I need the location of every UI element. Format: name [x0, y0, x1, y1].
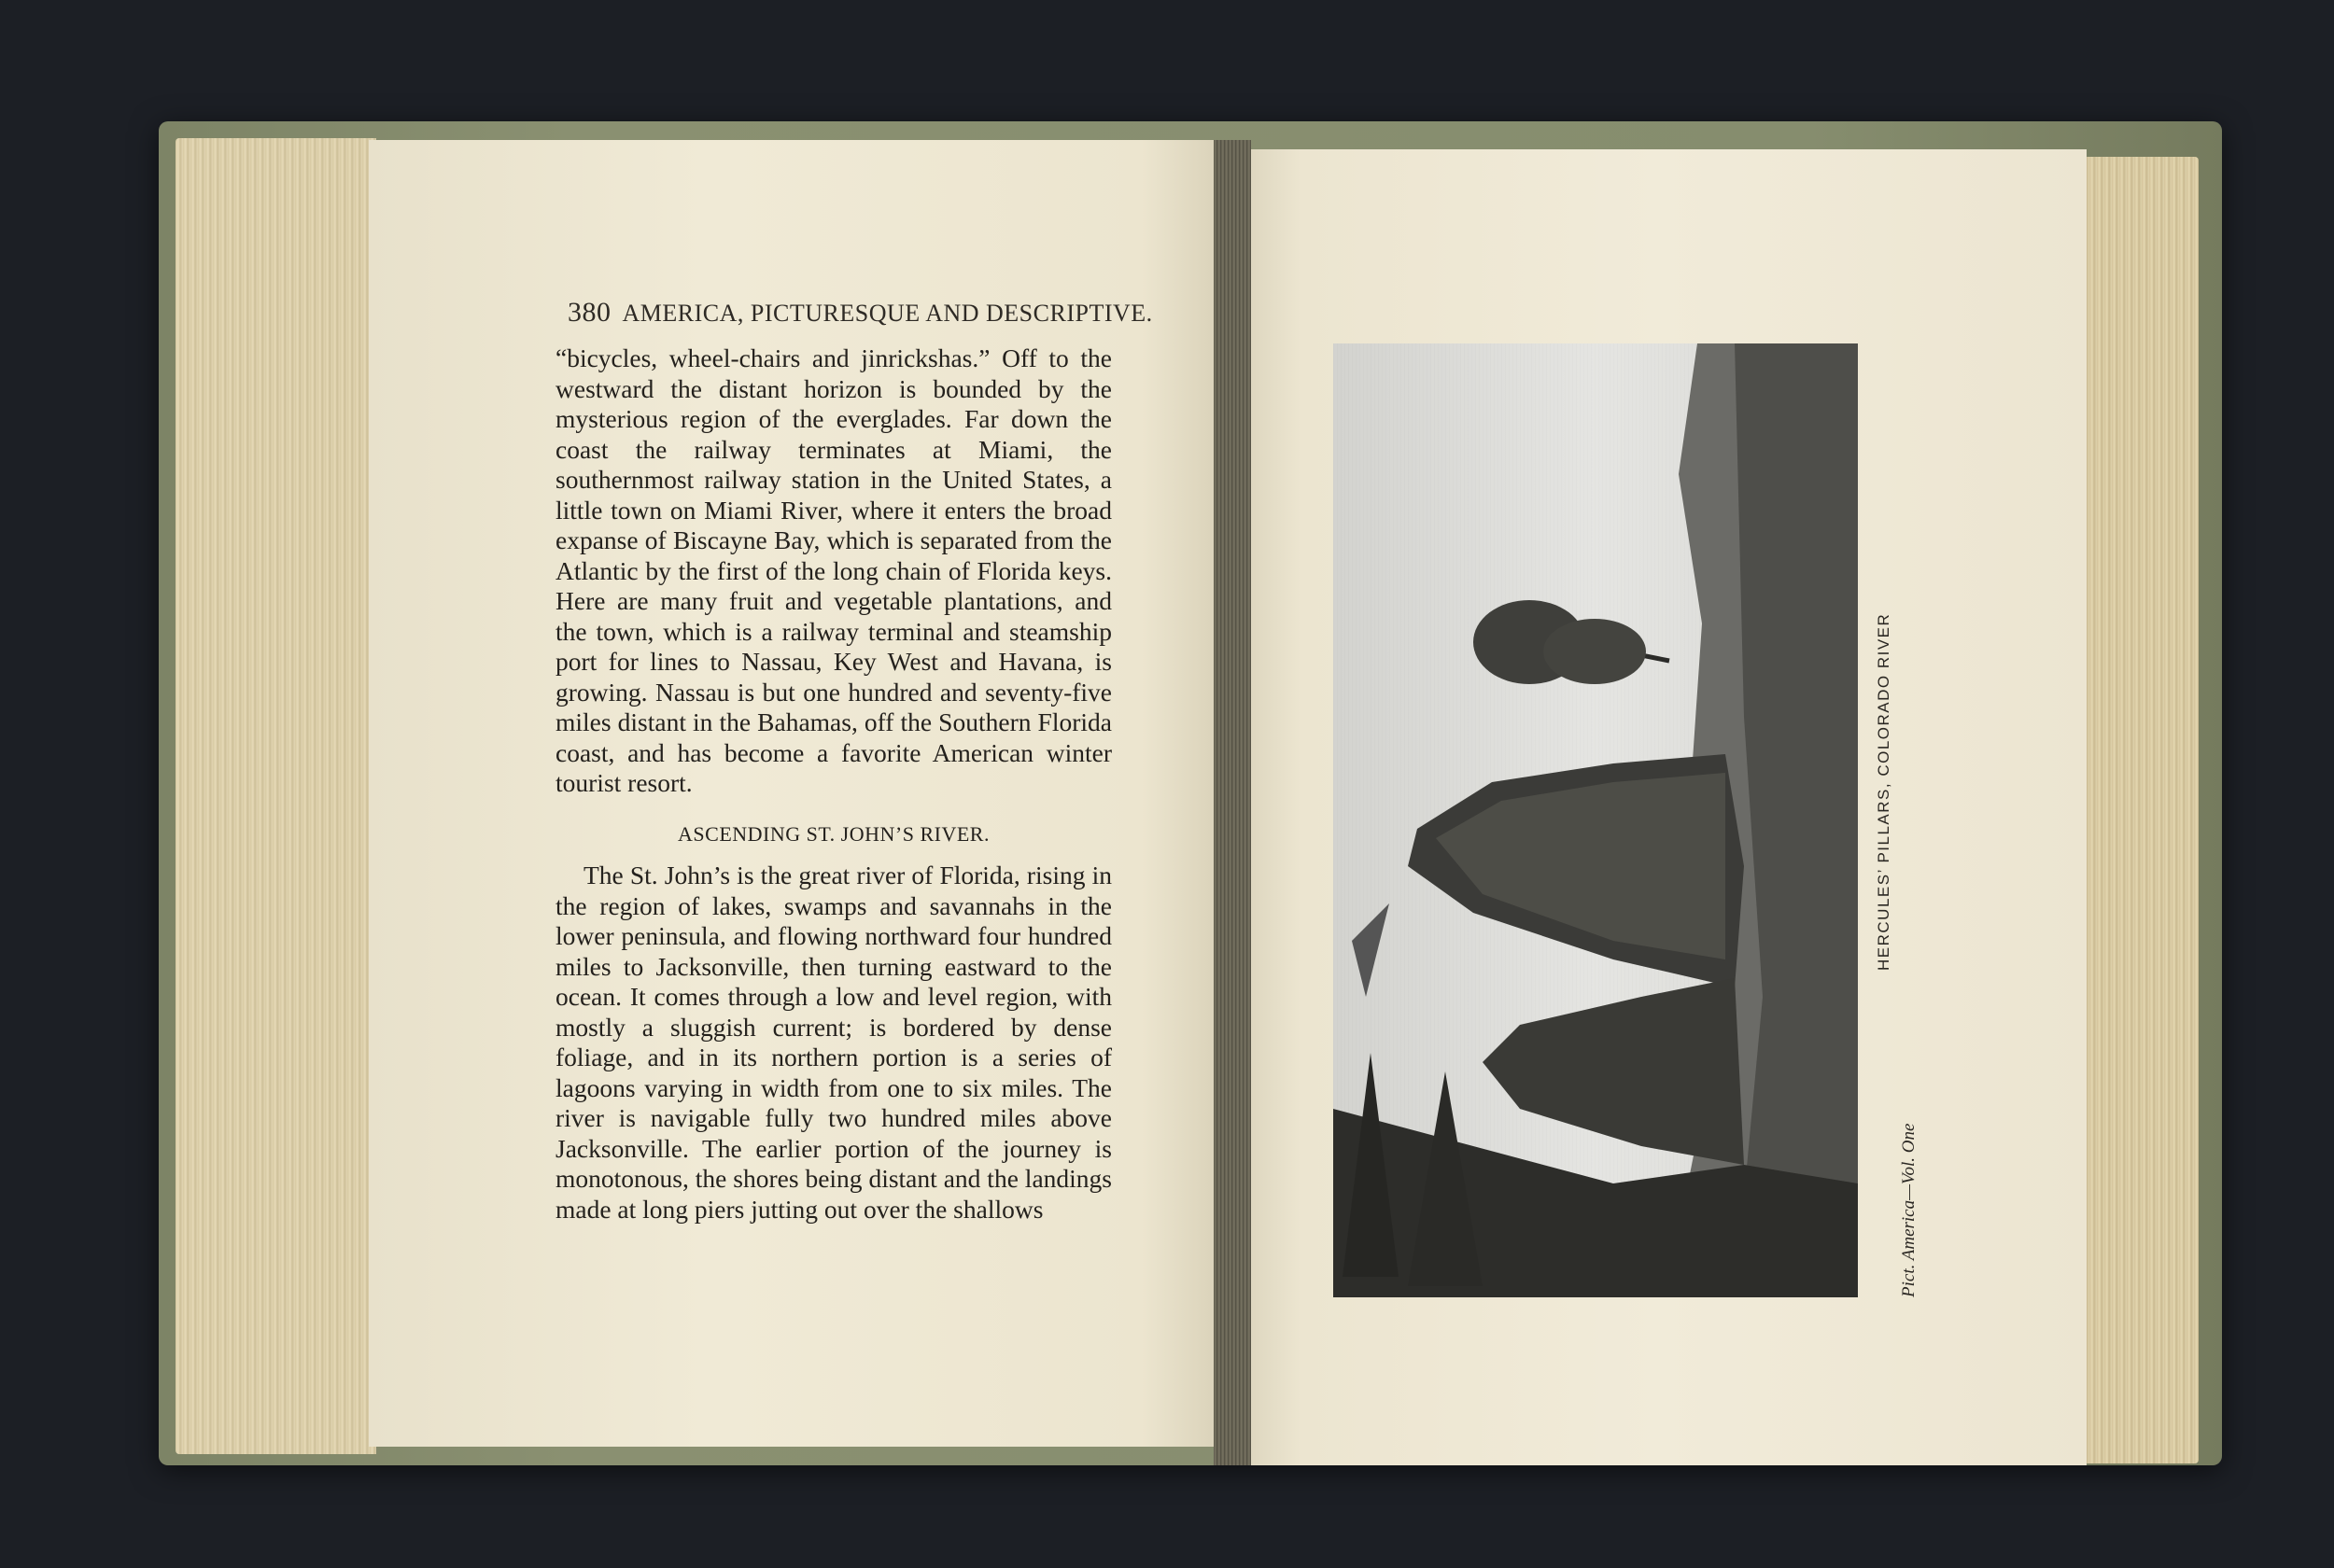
- section-heading: ASCENDING ST. JOHN’S RIVER.: [678, 821, 990, 846]
- plate-caption: HERCULES’ PILLARS, COLORADO RIVER: [1875, 612, 1892, 971]
- book-gutter: [1214, 140, 1251, 1465]
- running-head: [568, 297, 1153, 329]
- running-head-title: AMERICA, PICTURESQUE AND DESCRIPTIVE.: [622, 300, 1153, 327]
- left-page-edges: [176, 138, 376, 1454]
- paragraph-2: The St. John’s is the great river of Florida, rising in the region of lakes, swamps and savannahs in the lower peninsula, and flowing northward four hundred miles to Jacksonville, then turning eastward to the ocean. It comes through a low and level region, with mostly a sluggish current; is bordered by dense foliage, and in its northern portion is a series of lagoons varying in width from one to six miles. The river is navigable fully two hundred miles above Jacksonville. The earlier portion of the journey is monotonous, the shores being distant and the landings made at long piers jutting out over the shallows: [555, 861, 1112, 1224]
- paragraph-1: “bicycles, wheel-chairs and jinrickshas.” Off to the westward the distant horizon is bounded by the mysterious region of the everglades. Far down the coast the railway terminates at Miami, the southernmost railway station in the United States, a little town on Miami River, where it enters the broad expanse of Biscayne Bay, which is separated from the Atlantic by the first of the long chain of Florida keys. Here are many fruit and vegetable plantations, and the town, which is a railway terminal and steamship port for lines to Nassau, Key West and Havana, is growing. Nassau is but one hundred and seventy-five miles distant in the Bahamas, off the Southern Florida coast, and has become a favorite American winter tourist resort.: [555, 343, 1112, 797]
- page-number: 380: [568, 297, 612, 328]
- right-page-edges: [2082, 157, 2199, 1463]
- volume-mark: Pict. America—Vol. One: [1899, 1123, 1919, 1297]
- plate-photograph: [1333, 343, 1858, 1297]
- left-page-text: [555, 343, 1112, 1225]
- rock-pillars-image: [1333, 343, 1858, 1297]
